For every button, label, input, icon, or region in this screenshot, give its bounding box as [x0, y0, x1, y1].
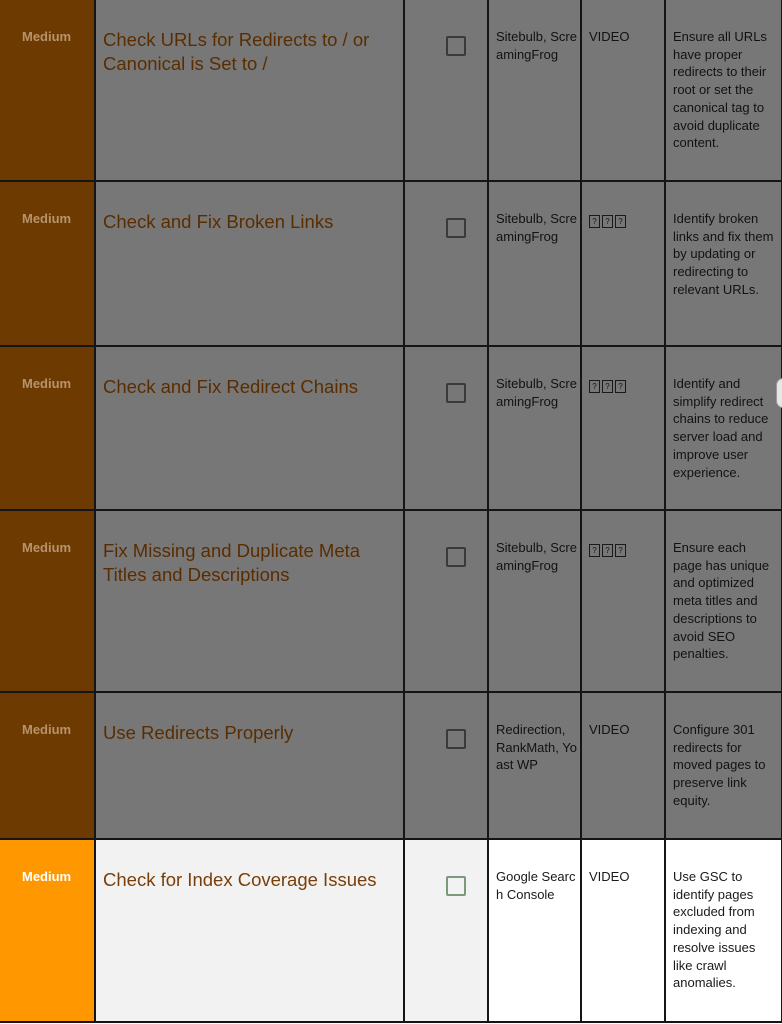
priority-cell — [0, 840, 96, 1022]
table-row — [0, 180, 782, 346]
task-cell[interactable] — [96, 840, 405, 1022]
priority-badge: Medium — [22, 722, 72, 737]
task-cell[interactable] — [96, 347, 405, 511]
resource-cell — [582, 693, 666, 840]
tools-text: Sitebulb, ScreamingFrog — [496, 29, 577, 62]
missing-glyph-icon: ? — [602, 380, 613, 393]
checkbox-cell — [405, 0, 489, 182]
description-text: Identify broken links and fix them by updating or redirecting to relevant URLs. — [673, 211, 774, 297]
tools-text: Sitebulb, ScreamingFrog — [496, 211, 577, 244]
priority-cell — [0, 182, 96, 346]
tools-text: Sitebulb, ScreamingFrog — [496, 376, 577, 409]
tools-cell — [489, 182, 582, 346]
resource-link[interactable]: VIDEO — [589, 722, 630, 737]
table-row — [0, 0, 782, 182]
checkbox-cell — [405, 693, 489, 840]
description-cell — [666, 182, 782, 346]
task-checkbox[interactable] — [446, 218, 466, 238]
description-cell — [666, 347, 782, 511]
description-text: Configure 301 redirects for moved pages to preserve link equity. — [673, 722, 766, 808]
resource-link[interactable]: VIDEO — [589, 869, 630, 884]
tools-text: Google Search Console — [496, 869, 576, 902]
priority-badge: Medium — [22, 376, 72, 391]
resource-cell — [582, 840, 666, 1022]
priority-badge: Medium — [22, 540, 72, 555]
description-text: Use GSC to identify pages excluded from indexing and resolve issues like crawl anomalies. — [673, 869, 756, 991]
checkbox-cell — [405, 182, 489, 346]
tools-cell — [489, 0, 582, 182]
missing-glyph-icon: ? — [589, 215, 600, 228]
missing-glyph-icon: ? — [615, 544, 626, 557]
task-title: Use Redirects Properly — [103, 722, 294, 743]
resource-cell — [582, 511, 666, 693]
missing-glyph-icon: ? — [589, 544, 600, 557]
task-title: Check for Index Coverage Issues — [103, 869, 377, 890]
task-checkbox[interactable] — [446, 383, 466, 403]
description-text: Ensure each page has unique and optimized meta titles and descriptions to avoid SEO penalties. — [673, 540, 770, 662]
task-cell[interactable] — [96, 0, 405, 182]
missing-glyph-icon: ? — [602, 544, 613, 557]
task-title: Check URLs for Redirects to / or Canonical is Set to / — [103, 29, 370, 74]
resource-cell — [582, 182, 666, 346]
missing-glyph-icon: ? — [615, 215, 626, 228]
checkbox-cell — [405, 347, 489, 511]
description-text: Ensure all URLs have proper redirects to their root or set the canonical tag to avoid duplicate content. — [673, 29, 767, 151]
missing-glyph-icon: ? — [589, 380, 600, 393]
tools-cell — [489, 840, 582, 1022]
task-cell[interactable] — [96, 511, 405, 693]
description-cell — [666, 511, 782, 693]
table-row — [0, 838, 782, 1022]
table-row — [0, 345, 782, 511]
priority-cell — [0, 693, 96, 840]
description-text: Identify and simplify redirect chains to reduce server load and improve user experience. — [673, 376, 769, 480]
scroll-handle[interactable] — [776, 378, 782, 408]
task-title: Fix Missing and Duplicate Meta Titles and Descriptions — [103, 540, 361, 585]
description-cell — [666, 840, 782, 1022]
priority-cell — [0, 347, 96, 511]
priority-badge: Medium — [22, 869, 72, 884]
task-checkbox[interactable] — [446, 876, 466, 896]
resource-cell — [582, 347, 666, 511]
task-title: Check and Fix Redirect Chains — [103, 376, 358, 397]
priority-badge: Medium — [22, 211, 72, 226]
task-checkbox[interactable] — [446, 729, 466, 749]
tools-text: Sitebulb, ScreamingFrog — [496, 540, 577, 573]
resource-link[interactable] — [589, 375, 665, 393]
tools-cell — [489, 347, 582, 511]
tools-cell — [489, 511, 582, 693]
task-cell[interactable] — [96, 182, 405, 346]
priority-cell — [0, 0, 96, 182]
priority-badge: Medium — [22, 29, 72, 44]
table-row — [0, 691, 782, 840]
resource-link[interactable] — [589, 210, 665, 228]
resource-cell — [582, 0, 666, 182]
task-checkbox[interactable] — [446, 36, 466, 56]
tools-text: Redirection, RankMath, Yoast WP — [496, 722, 577, 773]
checkbox-cell — [405, 840, 489, 1022]
task-cell[interactable] — [96, 693, 405, 840]
priority-cell — [0, 511, 96, 693]
resource-link[interactable]: VIDEO — [589, 29, 630, 44]
missing-glyph-icon: ? — [615, 380, 626, 393]
missing-glyph-icon: ? — [602, 215, 613, 228]
checkbox-cell — [405, 511, 489, 693]
table-bottom-border — [0, 1021, 782, 1023]
table-row — [0, 509, 782, 693]
resource-link[interactable] — [589, 539, 665, 557]
task-checkbox[interactable] — [446, 547, 466, 567]
task-title: Check and Fix Broken Links — [103, 211, 334, 232]
description-cell — [666, 0, 782, 182]
tools-cell — [489, 693, 582, 840]
description-cell — [666, 693, 782, 840]
